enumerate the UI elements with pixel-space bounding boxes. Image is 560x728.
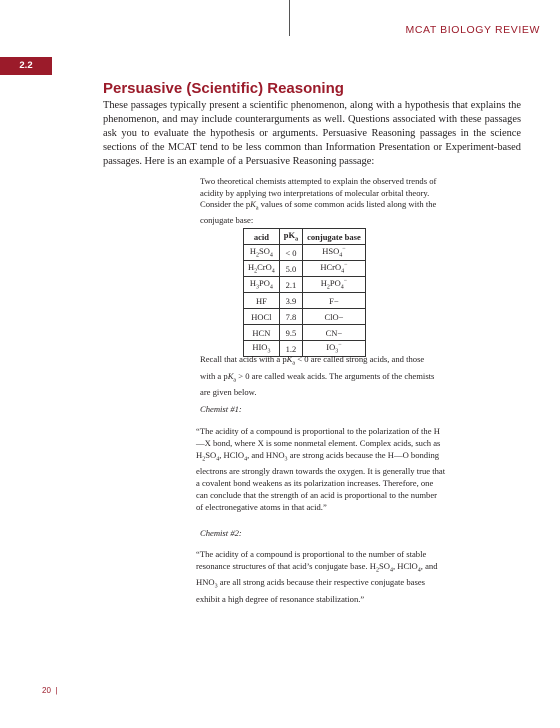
table-row: HOCl 7.8 ClO− — [244, 309, 366, 325]
chemist-2-argument: “The acidity of a compound is proportional to the number of stable resonance structures of that acid’s conjugate base. $H_2SO_4$, HClO$_4$, and $HNO_3$ are all strong acids because their respective conjugate bases exhibit a high degree of resonance stabilization.” — [196, 549, 438, 604]
table-row: $H_2CrO_4$ 5.0 HCrO$_4$− — [244, 261, 366, 277]
passage-paragraph-1: Two theoretical chemists attempted to explain the observed trends of acidity by applying two interpretations of molecular orbital theory. Consider the $pK_a$ values of some common acids listed along with the conjugate base: — [200, 176, 437, 226]
table-row: HCN 9.5 CN− — [244, 325, 366, 341]
chemist-2-label: Chemist #2: — [200, 528, 242, 538]
pka-table — [243, 228, 366, 357]
table-row: $H_3PO_4$ 2.1 $H_2PO_4^-$ — [244, 277, 366, 293]
chemist-1-argument: “The acidity of a compound is proportional to the polarization of the H—X bond, where X is some nonmetal element. Complex acids, such as $H_2SO_4$, HClO$_4$, and $HNO_3$ are strong acids because the H—O bonding electrons are strongly drawn towards the oxygen. It is generally true that a covalent bond weakens as its polarization increases. Therefore, one can conclude that the strength of an acid is proportional to the number of electronegative atoms in that acid.” — [196, 426, 446, 512]
column-header-acid: acid — [244, 229, 280, 245]
intro-paragraph: These passages typically present a scientific phenomenon, along with a hypothesis that explains the phenomenon, and may include counterarguments as well. Questions associated with these passages ask you to evaluate the hypothesis or arguments. Persuasive Reasoning passages in the science sections of the MCAT tend to be less common than Information Presentation or Experiment-based passages. Here is an example of a Persuasive Reasoning passage: — [103, 100, 521, 167]
section-tab: 2.2 — [0, 57, 52, 75]
section-title: Persuasive (Scientific) Reasoning — [103, 80, 344, 97]
running-title: MCAT BIOLOGY REVIEW — [405, 24, 540, 36]
passage — [200, 176, 440, 227]
chemist-1-label: Chemist #1: — [200, 404, 242, 414]
table-header-row — [244, 229, 366, 245]
table-row: $H_2SO_4$ < 0 $HSO_4^-$ — [244, 245, 366, 261]
header-divider — [289, 0, 290, 36]
table-row: HF 3.9 F− — [244, 293, 366, 309]
table-row: $HIO_3$ 1.2 $IO_3^-$ — [244, 341, 366, 357]
column-header-pka: $pK_a$ — [279, 229, 302, 245]
footer: 20 | — [42, 686, 58, 695]
recall-paragraph: Recall that acids with a $pK_a < 0$ are called strong acids, and those with a $pK_a > 0$ are called weak acids. The arguments of the chemists are given below. — [200, 354, 435, 398]
column-header-base: conjugate base — [303, 229, 366, 245]
page-number: 20 — [42, 686, 51, 695]
